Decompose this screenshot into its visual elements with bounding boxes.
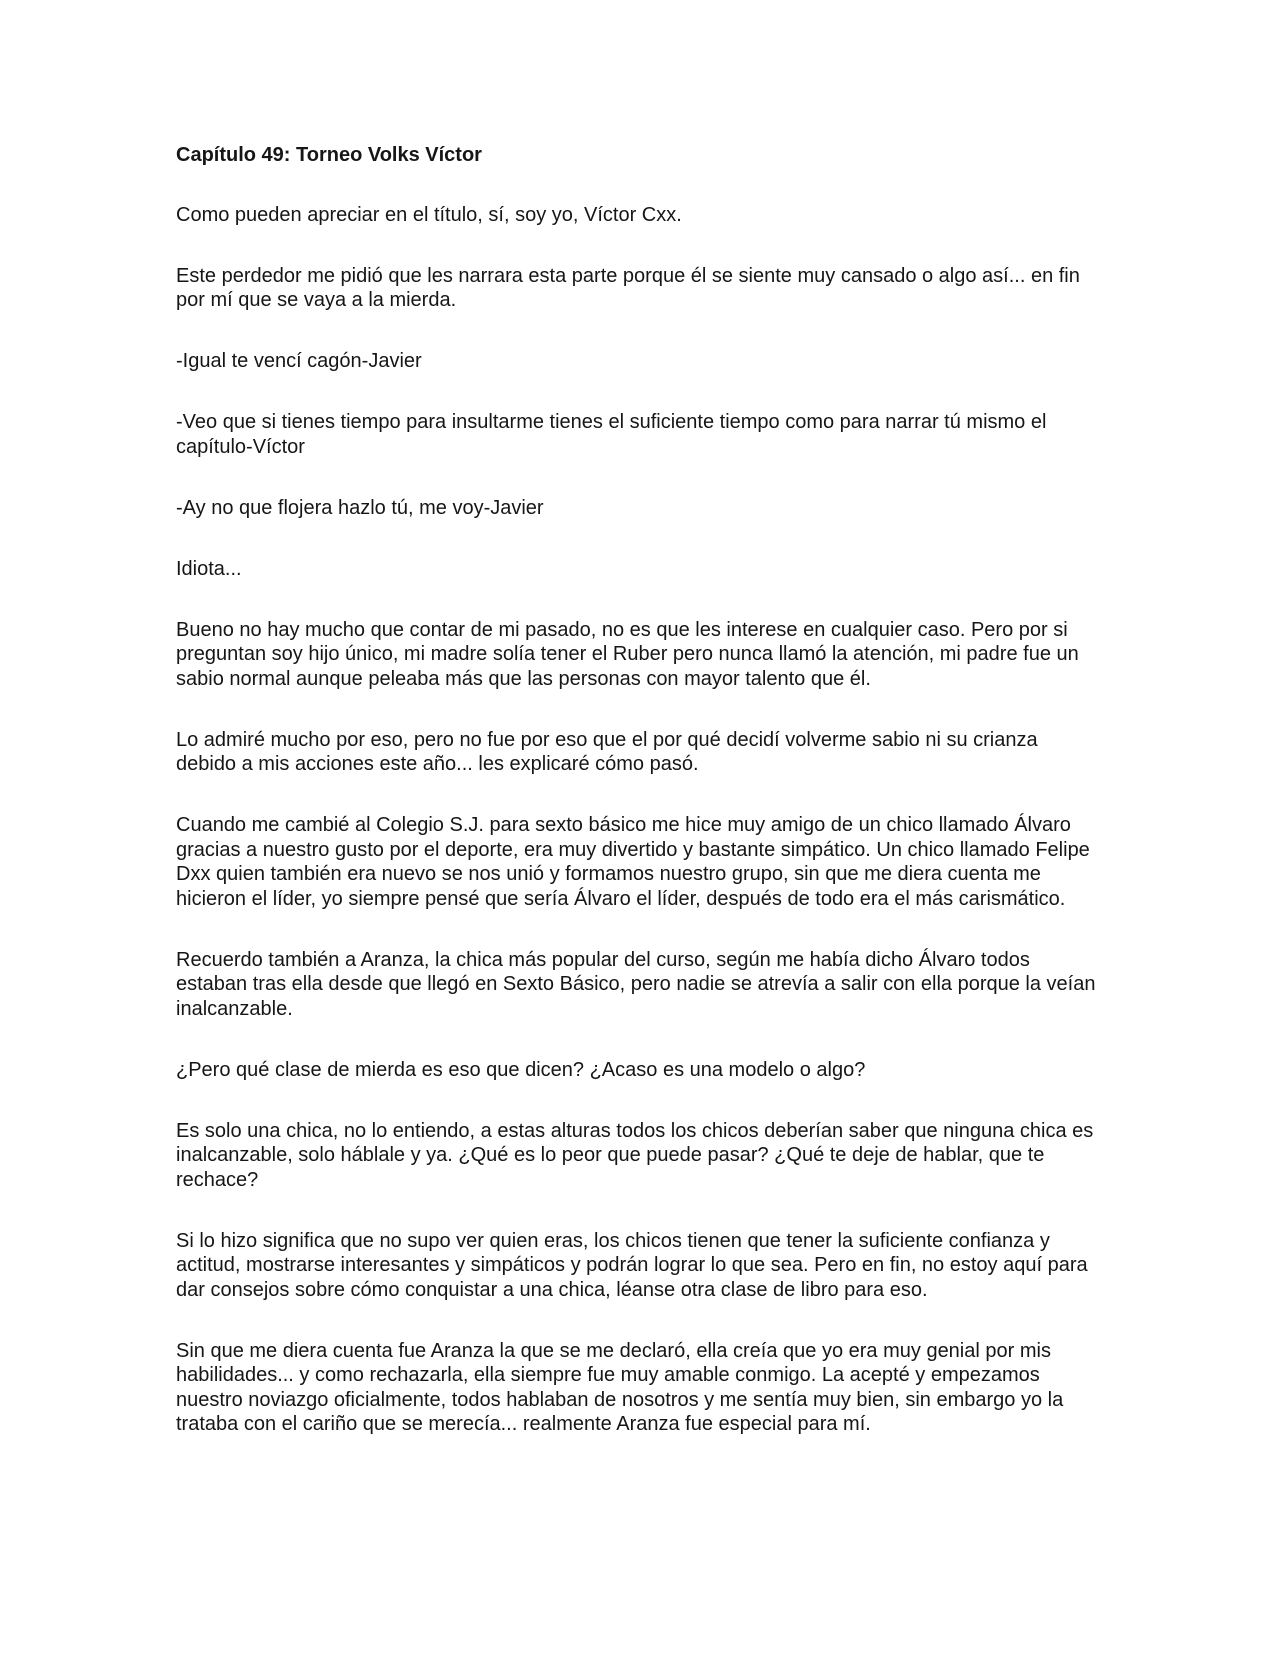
paragraph: Si lo hizo significa que no supo ver quien eras, los chicos tienen que tener la suficiente confianza y actitud, mostrarse interesantes y simpáticos y podrán lograr lo que sea. Pero en fin, no estoy aquí para dar consejos sobre cómo conquistar a una chica, léanse otra clase de libro para eso. (176, 1229, 1088, 1301)
paragraph: ¿Pero qué clase de mierda es eso que dicen? ¿Acaso es una modelo o algo? (176, 1058, 866, 1081)
paragraph: Idiota... (176, 557, 242, 580)
paragraph: Recuerdo también a Aranza, la chica más popular del curso, según me había dicho Álvaro todos estaban tras ella desde que llegó en Sexto Básico, pero nadie se atrevía a salir con ella porque la veían inalcanzable. (176, 948, 1096, 1020)
paragraph: Bueno no hay mucho que contar de mi pasado, no es que les interese en cualquier caso. Pero por si preguntan soy hijo único, mi madre solía tener el Ruber pero nunca llamó la atención, mi padre fue un sabio normal aunque peleaba más que las personas con mayor talento que él. (176, 618, 1079, 690)
chapter-title: Capítulo 49: Torneo Volks Víctor (176, 144, 482, 166)
dialogue-line: -Ay no que flojera hazlo tú, me voy-Javier (176, 496, 544, 519)
paragraph: Es solo una chica, no lo entiendo, a estas alturas todos los chicos deberían saber que ninguna chica es inalcanzable, solo háblale y ya. ¿Qué es lo peor que puede pasar? ¿Qué te deje de hablar, que te rechace? (176, 1119, 1094, 1191)
document-body (176, 143, 1096, 1473)
paragraph: Lo admiré mucho por eso, pero no fue por eso que el por qué decidí volverme sabio ni su crianza debido a mis acciones este año... les explicaré cómo pasó. (176, 728, 1038, 775)
dialogue-line: -Igual te vencí cagón-Javier (176, 350, 422, 372)
paragraph: Sin que me diera cuenta fue Aranza la que se me declaró, ella creía que yo era muy genial por mis habilidades... y como rechazarla, ella siempre fue muy amable conmigo. La acepté y empezamos nuestro noviazgo oficialmente, todos hablaban de nosotros y me sentía muy bien, sin embargo yo la trataba con el cariño que se merecía... realmente Aranza fue especial para mí. (176, 1339, 1064, 1435)
paragraph: Como pueden apreciar en el título, sí, soy yo, Víctor Cxx. (176, 203, 682, 226)
paragraph: Este perdedor me pidió que les narrara esta parte porque él se siente muy cansado o algo así... en fin por mí que se vaya a la mierda. (176, 264, 1080, 311)
paragraph: Cuando me cambié al Colegio S.J. para sexto básico me hice muy amigo de un chico llamado Álvaro gracias a nuestro gusto por el deporte, era muy divertido y bastante simpático. Un chico llamado Felipe Dxx quien también era nuevo se nos unió y formamos nuestro grupo, sin que me diera cuenta me hicieron el líder, yo siempre pensé que sería Álvaro el líder, después de todo era el más carismático. (176, 814, 1090, 910)
dialogue-line: -Veo que si tienes tiempo para insultarme tienes el suficiente tiempo como para narrar tú mismo el capítulo-Víctor (176, 411, 1047, 458)
